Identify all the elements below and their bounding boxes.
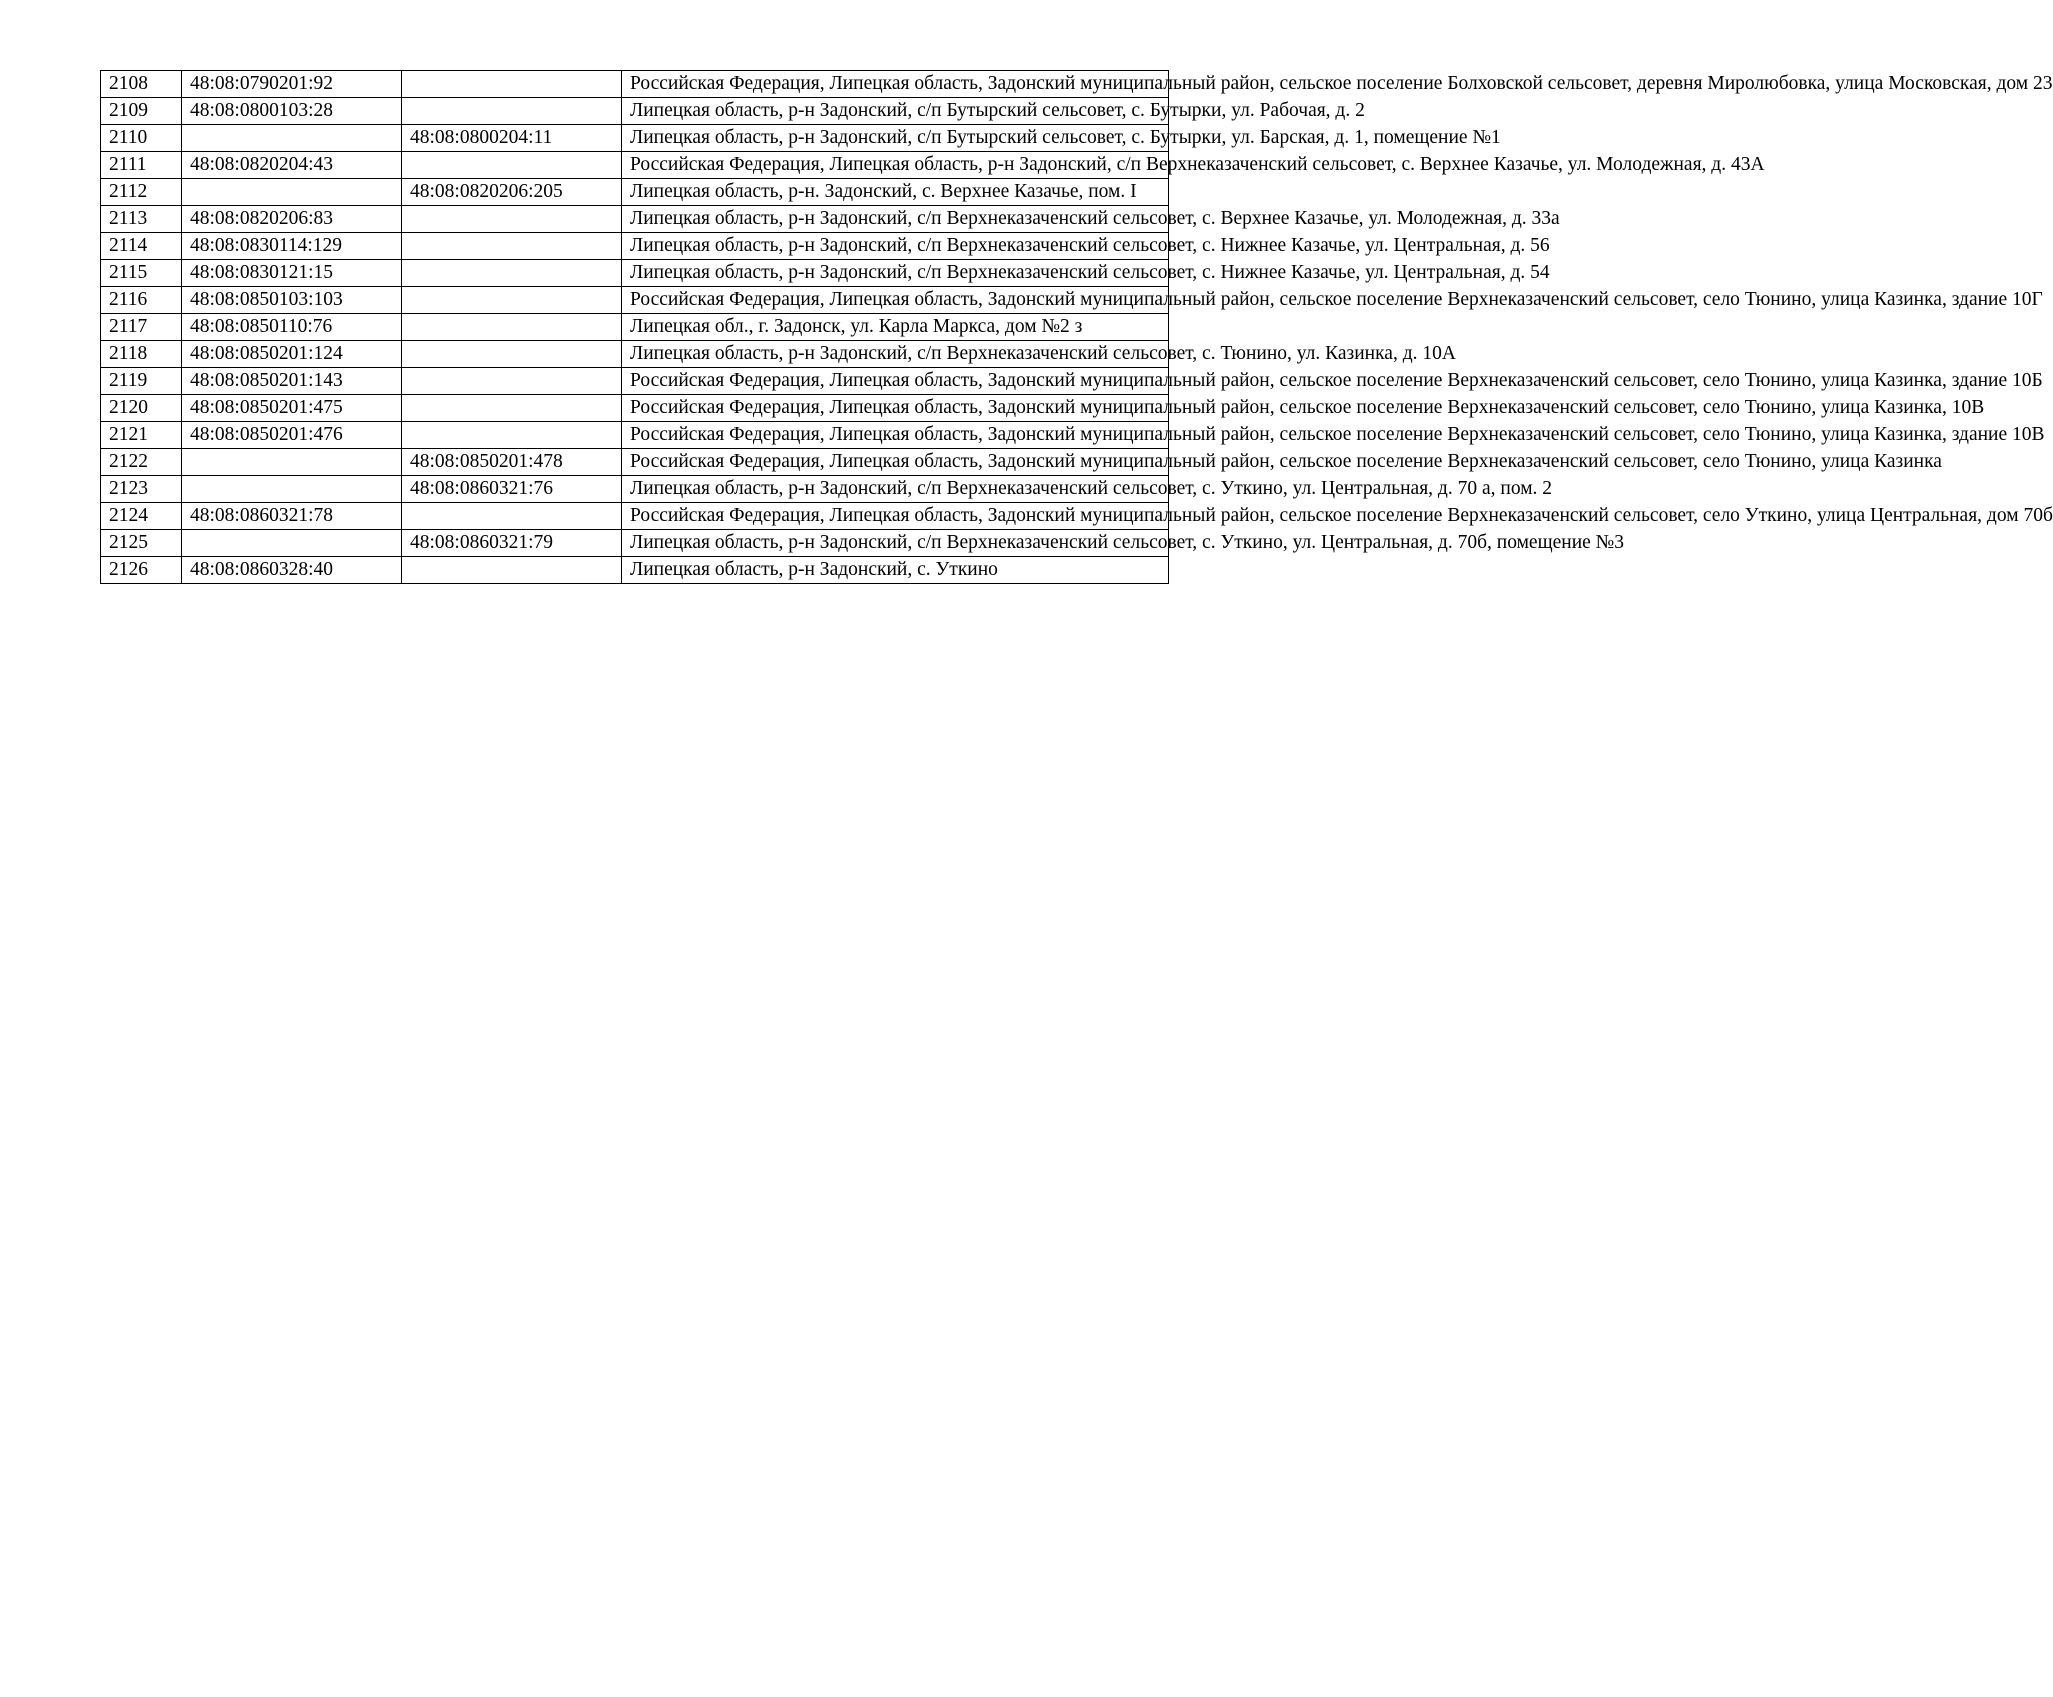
row-number-cell: 2109: [101, 98, 182, 125]
address-cell: Липецкая область, р-н Задонский, с. Уткино: [622, 557, 1169, 584]
building-cadastral-number-cell: 48:08:0850201:478: [402, 449, 622, 476]
building-cadastral-number-cell: 48:08:0860321:76: [402, 476, 622, 503]
table-row: [101, 260, 1169, 287]
property-registry-table: [100, 70, 2053, 584]
address-cell: Российская Федерация, Липецкая область, р-н Задонский, с/п Верхнеказаченский сельсовет, с. Верхнее Казачье, ул. Молодежная, д. 43А: [622, 152, 1169, 179]
address-cell: Липецкая область, р-н Задонский, с/п Верхнеказаченский сельсовет, с. Уткино, ул. Центральная, д. 70 а, пом. 2: [622, 476, 1169, 503]
row-number-cell: 2113: [101, 206, 182, 233]
land-cadastral-number-cell: [182, 476, 402, 503]
building-cadastral-number-cell: [402, 206, 622, 233]
row-number-cell: 2116: [101, 287, 182, 314]
land-cadastral-number-cell: [182, 125, 402, 152]
row-number-cell: 2111: [101, 152, 182, 179]
land-cadastral-number-cell: 48:08:0860328:40: [182, 557, 402, 584]
row-number-cell: 2119: [101, 368, 182, 395]
table-row: [101, 125, 1169, 152]
land-cadastral-number-cell: 48:08:0860321:78: [182, 503, 402, 530]
row-number-cell: 2122: [101, 449, 182, 476]
row-number-cell: 2124: [101, 503, 182, 530]
table-row: [101, 233, 1169, 260]
land-cadastral-number-cell: 48:08:0850201:124: [182, 341, 402, 368]
address-cell: Липецкая область, р-н Задонский, с/п Бутырский сельсовет, с. Бутырки, ул. Рабочая, д. 2: [622, 98, 1169, 125]
address-cell: Липецкая область, р-н Задонский, с/п Верхнеказаченский сельсовет, с. Верхнее Казачье, ул. Молодежная, д. 33а: [622, 206, 1169, 233]
land-cadastral-number-cell: 48:08:0850110:76: [182, 314, 402, 341]
building-cadastral-number-cell: [402, 341, 622, 368]
land-cadastral-number-cell: 48:08:0830121:15: [182, 260, 402, 287]
row-number-cell: 2117: [101, 314, 182, 341]
table-row: [101, 152, 1169, 179]
address-cell: Российская Федерация, Липецкая область, Задонский муниципальный район, сельское поселение Верхнеказаченский сельсовет, село Тюнино, улица Казинка, здание 10Г: [622, 287, 1169, 314]
land-cadastral-number-cell: 48:08:0820204:43: [182, 152, 402, 179]
address-cell: Липецкая область, р-н Задонский, с/п Бутырский сельсовет, с. Бутырки, ул. Барская, д. 1, помещение №1: [622, 125, 1169, 152]
row-number-cell: 2123: [101, 476, 182, 503]
land-cadastral-number-cell: [182, 530, 402, 557]
land-cadastral-number-cell: 48:08:0820206:83: [182, 206, 402, 233]
row-number-cell: 2115: [101, 260, 182, 287]
building-cadastral-number-cell: 48:08:0820206:205: [402, 179, 622, 206]
row-number-cell: 2110: [101, 125, 182, 152]
table-row: [101, 287, 1169, 314]
building-cadastral-number-cell: [402, 503, 622, 530]
land-cadastral-number-cell: 48:08:0850201:476: [182, 422, 402, 449]
table-row: [101, 395, 1169, 422]
table-row: [101, 179, 1169, 206]
building-cadastral-number-cell: [402, 98, 622, 125]
land-cadastral-number-cell: 48:08:0800103:28: [182, 98, 402, 125]
address-cell: Российская Федерация, Липецкая область, Задонский муниципальный район, сельское поселение Верхнеказаченский сельсовет, село Тюнино, улица Казинка, 10В: [622, 395, 1169, 422]
address-cell: Липецкая область, р-н Задонский, с/п Верхнеказаченский сельсовет, с. Нижнее Казачье, ул. Центральная, д. 54: [622, 260, 1169, 287]
table-row: [101, 530, 1169, 557]
document-page: [100, 70, 2053, 584]
land-cadastral-number-cell: 48:08:0850103:103: [182, 287, 402, 314]
land-cadastral-number-cell: 48:08:0790201:92: [182, 71, 402, 98]
row-number-cell: 2125: [101, 530, 182, 557]
building-cadastral-number-cell: 48:08:0860321:79: [402, 530, 622, 557]
table-row: [101, 422, 1169, 449]
land-cadastral-number-cell: 48:08:0850201:475: [182, 395, 402, 422]
building-cadastral-number-cell: [402, 152, 622, 179]
address-cell: Российская Федерация, Липецкая область, Задонский муниципальный район, сельское поселение Верхнеказаченский сельсовет, село Тюнино, улица Казинка, здание 10Б: [622, 368, 1169, 395]
address-cell: Липецкая область, р-н Задонский, с/п Верхнеказаченский сельсовет, с. Тюнино, ул. Казинка, д. 10А: [622, 341, 1169, 368]
address-cell: Российская Федерация, Липецкая область, Задонский муниципальный район, сельское поселение Верхнеказаченский сельсовет, село Уткино, улица Центральная, дом 70б: [622, 503, 1169, 530]
table-row: [101, 368, 1169, 395]
building-cadastral-number-cell: [402, 287, 622, 314]
row-number-cell: 2118: [101, 341, 182, 368]
table-row: [101, 206, 1169, 233]
address-cell: Липецкая область, р-н. Задонский, с. Верхнее Казачье, пом. I: [622, 179, 1169, 206]
table-row: [101, 71, 1169, 98]
address-cell: Липецкая обл., г. Задонск, ул. Карла Маркса, дом №2 з: [622, 314, 1169, 341]
table-row: [101, 98, 1169, 125]
row-number-cell: 2108: [101, 71, 182, 98]
land-cadastral-number-cell: [182, 179, 402, 206]
table-row: [101, 341, 1169, 368]
building-cadastral-number-cell: [402, 314, 622, 341]
building-cadastral-number-cell: [402, 422, 622, 449]
registry-table-body: [101, 71, 2053, 584]
table-row: [101, 557, 1169, 584]
building-cadastral-number-cell: [402, 557, 622, 584]
land-cadastral-number-cell: 48:08:0850201:143: [182, 368, 402, 395]
table-row: [101, 449, 1169, 476]
building-cadastral-number-cell: [402, 233, 622, 260]
row-number-cell: 2121: [101, 422, 182, 449]
row-number-cell: 2114: [101, 233, 182, 260]
building-cadastral-number-cell: [402, 395, 622, 422]
address-cell: Российская Федерация, Липецкая область, Задонский муниципальный район, сельское поселение Верхнеказаченский сельсовет, село Тюнино, улица Казинка, здание 10В: [622, 422, 1169, 449]
row-number-cell: 2120: [101, 395, 182, 422]
building-cadastral-number-cell: 48:08:0800204:11: [402, 125, 622, 152]
table-row: [101, 476, 1169, 503]
address-cell: Липецкая область, р-н Задонский, с/п Верхнеказаченский сельсовет, с. Уткино, ул. Центральная, д. 70б, помещение №3: [622, 530, 1169, 557]
land-cadastral-number-cell: 48:08:0830114:129: [182, 233, 402, 260]
building-cadastral-number-cell: [402, 368, 622, 395]
table-row: [101, 503, 1169, 530]
address-cell: Российская Федерация, Липецкая область, Задонский муниципальный район, сельское поселение Верхнеказаченский сельсовет, село Тюнино, улица Казинка: [622, 449, 1169, 476]
land-cadastral-number-cell: [182, 449, 402, 476]
address-cell: Липецкая область, р-н Задонский, с/п Верхнеказаченский сельсовет, с. Нижнее Казачье, ул. Центральная, д. 56: [622, 233, 1169, 260]
row-number-cell: 2112: [101, 179, 182, 206]
building-cadastral-number-cell: [402, 71, 622, 98]
address-cell: Российская Федерация, Липецкая область, Задонский муниципальный район, сельское поселение Болховской сельсовет, деревня Миролюбовка, улица Московская, дом 23: [622, 71, 1169, 98]
table-row: [101, 314, 1169, 341]
building-cadastral-number-cell: [402, 260, 622, 287]
row-number-cell: 2126: [101, 557, 182, 584]
